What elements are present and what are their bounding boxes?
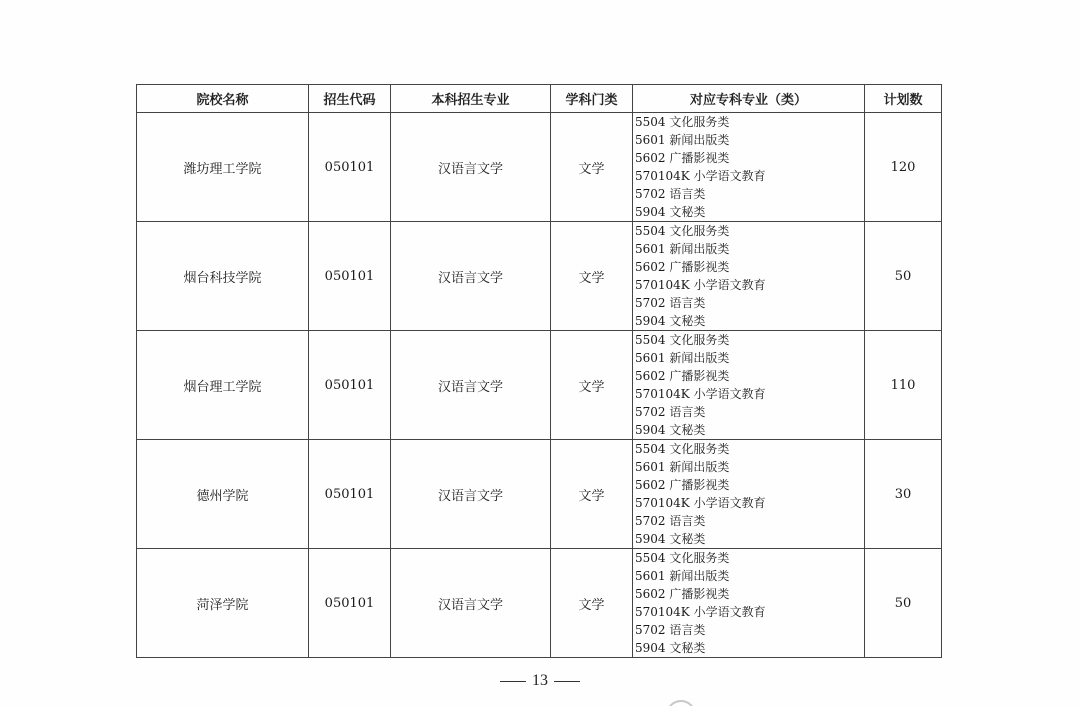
related-major-item: 5702 语言类 [635, 514, 706, 528]
related-major-item: 5601 新闻出版类 [635, 460, 730, 474]
related-major-item: 5504 文化服务类 [635, 224, 730, 238]
footer-dash-right [554, 681, 580, 682]
related-major-item: 570104K 小学语文教育 [635, 169, 766, 183]
related-major-item: 5504 文化服务类 [635, 115, 730, 129]
related-major-item: 5904 文秘类 [635, 205, 706, 219]
header-category: 学科门类 [551, 85, 633, 113]
school-name-cell: 潍坊理工学院 [137, 113, 309, 222]
enrollment-code-cell: 050101 [309, 222, 391, 331]
table-header-row [137, 85, 942, 113]
related-major-item: 5601 新闻出版类 [635, 569, 730, 583]
major-cell: 汉语言文学 [391, 440, 551, 549]
related-major-item: 5904 文秘类 [635, 532, 706, 546]
header-quota: 计划数 [865, 85, 942, 113]
school-name-cell: 菏泽学院 [137, 549, 309, 658]
related-major-item: 570104K 小学语文教育 [635, 496, 766, 510]
header-school: 院校名称 [137, 85, 309, 113]
enrollment-code-cell: 050101 [309, 549, 391, 658]
quota-cell: 50 [865, 549, 942, 658]
footer-dash-left [500, 681, 526, 682]
header-related-majors: 对应专科专业（类） [633, 85, 865, 113]
category-cell: 文学 [551, 440, 633, 549]
quota-cell: 110 [865, 331, 942, 440]
school-name-cell: 德州学院 [137, 440, 309, 549]
header-major: 本科招生专业 [391, 85, 551, 113]
related-major-item: 5504 文化服务类 [635, 333, 730, 347]
enrollment-code-cell: 050101 [309, 113, 391, 222]
category-cell: 文学 [551, 222, 633, 331]
major-cell: 汉语言文学 [391, 113, 551, 222]
table-row [137, 440, 942, 549]
related-major-item: 5702 语言类 [635, 296, 706, 310]
related-major-item: 5904 文秘类 [635, 641, 706, 655]
table-body [137, 113, 942, 658]
related-major-item: 5602 广播影视类 [635, 587, 730, 601]
related-major-item: 5601 新闻出版类 [635, 351, 730, 365]
school-name-cell: 烟台理工学院 [137, 331, 309, 440]
table-row [137, 222, 942, 331]
related-major-item: 5904 文秘类 [635, 423, 706, 437]
major-cell: 汉语言文学 [391, 331, 551, 440]
related-major-item: 5702 语言类 [635, 187, 706, 201]
related-major-item: 5904 文秘类 [635, 314, 706, 328]
enrollment-code-cell: 050101 [309, 440, 391, 549]
related-majors-cell [633, 331, 865, 440]
related-majors-cell [633, 549, 865, 658]
quota-cell: 50 [865, 222, 942, 331]
enrollment-plan-table [136, 84, 942, 658]
related-major-item: 570104K 小学语文教育 [635, 387, 766, 401]
related-major-item: 570104K 小学语文教育 [635, 605, 766, 619]
category-cell: 文学 [551, 113, 633, 222]
school-name-cell: 烟台科技学院 [137, 222, 309, 331]
scroll-indicator-circle [666, 700, 696, 706]
related-major-item: 5702 语言类 [635, 623, 706, 637]
enrollment-code-cell: 050101 [309, 331, 391, 440]
related-major-item: 5601 新闻出版类 [635, 242, 730, 256]
related-major-item: 5601 新闻出版类 [635, 133, 730, 147]
related-majors-cell [633, 440, 865, 549]
category-cell: 文学 [551, 549, 633, 658]
related-major-item: 5504 文化服务类 [635, 551, 730, 565]
major-cell: 汉语言文学 [391, 549, 551, 658]
major-cell: 汉语言文学 [391, 222, 551, 331]
header-code: 招生代码 [309, 85, 391, 113]
quota-cell: 30 [865, 440, 942, 549]
related-major-item: 5602 广播影视类 [635, 478, 730, 492]
category-cell: 文学 [551, 331, 633, 440]
related-major-item: 5602 广播影视类 [635, 369, 730, 383]
related-major-item: 570104K 小学语文教育 [635, 278, 766, 292]
related-majors-cell [633, 113, 865, 222]
related-major-item: 5504 文化服务类 [635, 442, 730, 456]
page-footer [0, 672, 1080, 690]
related-major-item: 5702 语言类 [635, 405, 706, 419]
table-row [137, 331, 942, 440]
related-major-item: 5602 广播影视类 [635, 151, 730, 165]
page-number: 13 [532, 672, 548, 689]
table-row [137, 549, 942, 658]
related-major-item: 5602 广播影视类 [635, 260, 730, 274]
table-row [137, 113, 942, 222]
quota-cell: 120 [865, 113, 942, 222]
related-majors-cell [633, 222, 865, 331]
